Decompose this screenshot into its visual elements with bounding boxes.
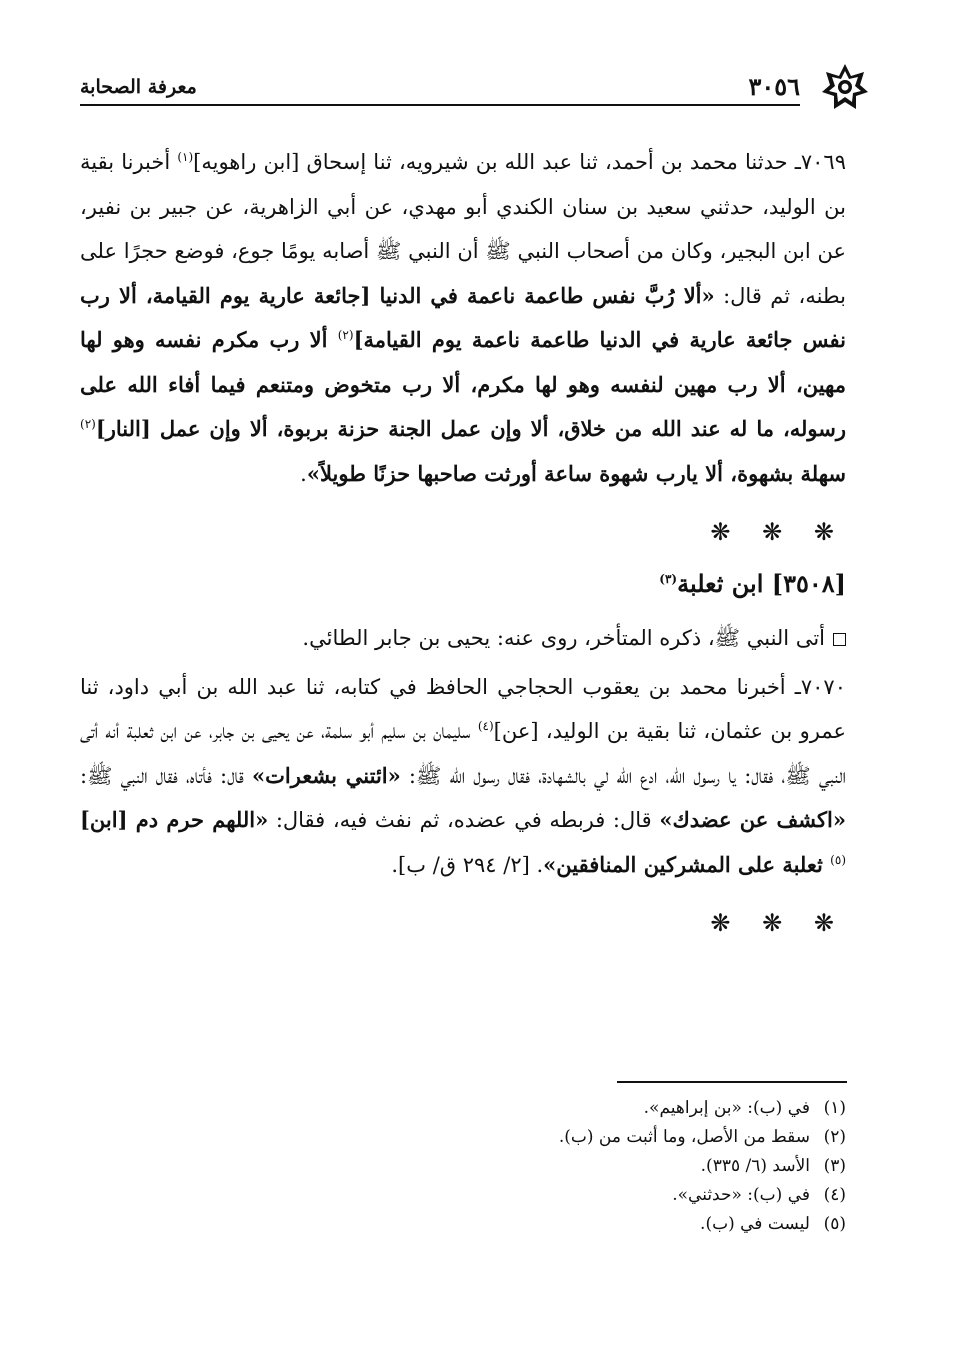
saying-supplication-end: ثعلبة على المشركين المنافقين»	[543, 851, 831, 877]
section-separator: ❋ ❋ ❋	[710, 518, 846, 546]
footnote-ref-5[interactable]: (٥)	[830, 852, 846, 867]
book-title: معرفة الصحابة	[80, 76, 197, 98]
section-intro: أتى النبي ﷺ، ذكره المتأخر، روى عنه: يحيى بن جابر الطائي.	[80, 616, 846, 661]
footnote-item: (٤)في (ب): «حدثني».	[672, 1185, 846, 1205]
section-separator-2: ❋ ❋ ❋	[710, 909, 846, 937]
saying-bring-hairs: «ائتني بشعرات»	[251, 762, 401, 788]
hadith-7070: ٧٠٧٠ـ أخبرنا محمد بن يعقوب الحجاجي الحافظ في كتابه، ثنا عبد الله بن أبي داود، ثنا عمرو بن عثمان، ثنا بقية بن الوليد، [عن]$^{(٤)}$ سليمان بن سليم أبو سلمة، عن يحيى بن جابر، عن ابن ثعلبة أنه أتى النبي ﷺ، فقال: يا رسول الله، ادع الله لي بالشهادة، فقال رسول الله ﷺ: «ائتني بشعرات» قال: فأتاه، فقال النبي ﷺ: «اكشف عن عضدك» قال: فربطه في عضده، ثم نفث فيه، فقال: «اللهم حرم دم [ابن]$^{(٥)}$ ثعلبة على المشركين المنافقين». [٢/ ٢٩٤ ق/ ب].	[80, 674, 846, 877]
page-number: ٣٠٥٦	[748, 72, 800, 101]
square-bullet-icon	[833, 633, 846, 646]
header-divider	[80, 104, 800, 106]
footnote-divider	[617, 1081, 847, 1083]
footnote-item: (٣)الأسد (٦/ ٣٣٥).	[700, 1156, 846, 1176]
footnote-item: (١)في (ب): «بن إبراهيم».	[643, 1098, 846, 1118]
footnote-ref-2[interactable]: (٢)	[337, 328, 354, 342]
prophetic-saying-cont: ألا رب مكرم نفسه وهو لها مهين، ألا رب مهين لنفسه وهو لها مكرم، ألا رب متخوض ومتنعم فيما أفاء الله على رسوله، ما له عند الله من خلاق، ألا وإن عمل الجنة حزنة بربوة، ألا وإن عمل [النار]	[80, 327, 846, 441]
footnote-ref-1[interactable]: (١)	[177, 150, 194, 164]
section-heading: [٣٥٠٨] ابن ثعلبة$^{(٣)}$	[659, 569, 846, 598]
star-ornament-icon	[820, 62, 870, 112]
footnote-ref-4[interactable]: (٤)	[477, 719, 494, 733]
footnote-item: (٥)ليست في (ب).	[700, 1214, 846, 1234]
saying-uncover-arm: «اكشف عن عضدك»	[659, 807, 846, 832]
footnote-ref-3[interactable]: (٣)	[659, 572, 678, 586]
footnotes	[400, 1094, 846, 1239]
prophetic-saying-end: سهلة بشهوة، ألا يارب شهوة ساعة أورثت صاحبها حزنًا طويلاً»	[306, 460, 846, 486]
saying-supplication: «اللهم حرم دم [ابن]	[80, 807, 269, 832]
hadith-7069: ٧٠٦٩ـ حدثنا محمد بن أحمد، ثنا عبد الله بن شيرويه، ثنا إسحاق [ابن راهويه]$^{(١)}$ أخبرنا بقية بن الوليد، حدثني سعيد بن سنان الكندي أبو مهدي، عن أبي الزاهرية، عن جبير بن نفير، عن ابن البجير، وكان من أصحاب النبي ﷺ أن النبي ﷺ أصابه يومًا جوع، فوضع حجرًا على بطنه، ثم قال: «ألا رُبَّ نفس طاعمة ناعمة في الدنيا [جائعة عارية يوم القيامة، ألا رب نفس جائعة عارية في الدنيا طاعمة ناعمة يوم القيامة]$^{(٢)}$ ألا رب مكرم نفسه وهو لها مهين، ألا رب مهين لنفسه وهو لها مكرم، ألا رب متخوض ومتنعم فيما أفاء الله على رسوله، ما له عند الله من خلاق، ألا وإن عمل الجنة حزنة بربوة، ألا وإن عمل [النار]$^{(٢)}$ سهلة بشهوة، ألا يارب شهوة ساعة أورثت صاحبها حزنًا طويلاً».	[80, 150, 847, 486]
prophetic-saying: «ألا رُبَّ نفس طاعمة ناعمة في الدنيا [جائعة عارية يوم القيامة، ألا رب نفس جائعة عارية في الدنيا طاعمة ناعمة يوم القيامة]	[80, 282, 846, 352]
footnote-ref-2b[interactable]: (٢)	[80, 417, 96, 431]
main-text	[80, 140, 846, 953]
footnote-item: (٢)سقط من الأصل، وما أثبت من (ب).	[558, 1127, 846, 1147]
